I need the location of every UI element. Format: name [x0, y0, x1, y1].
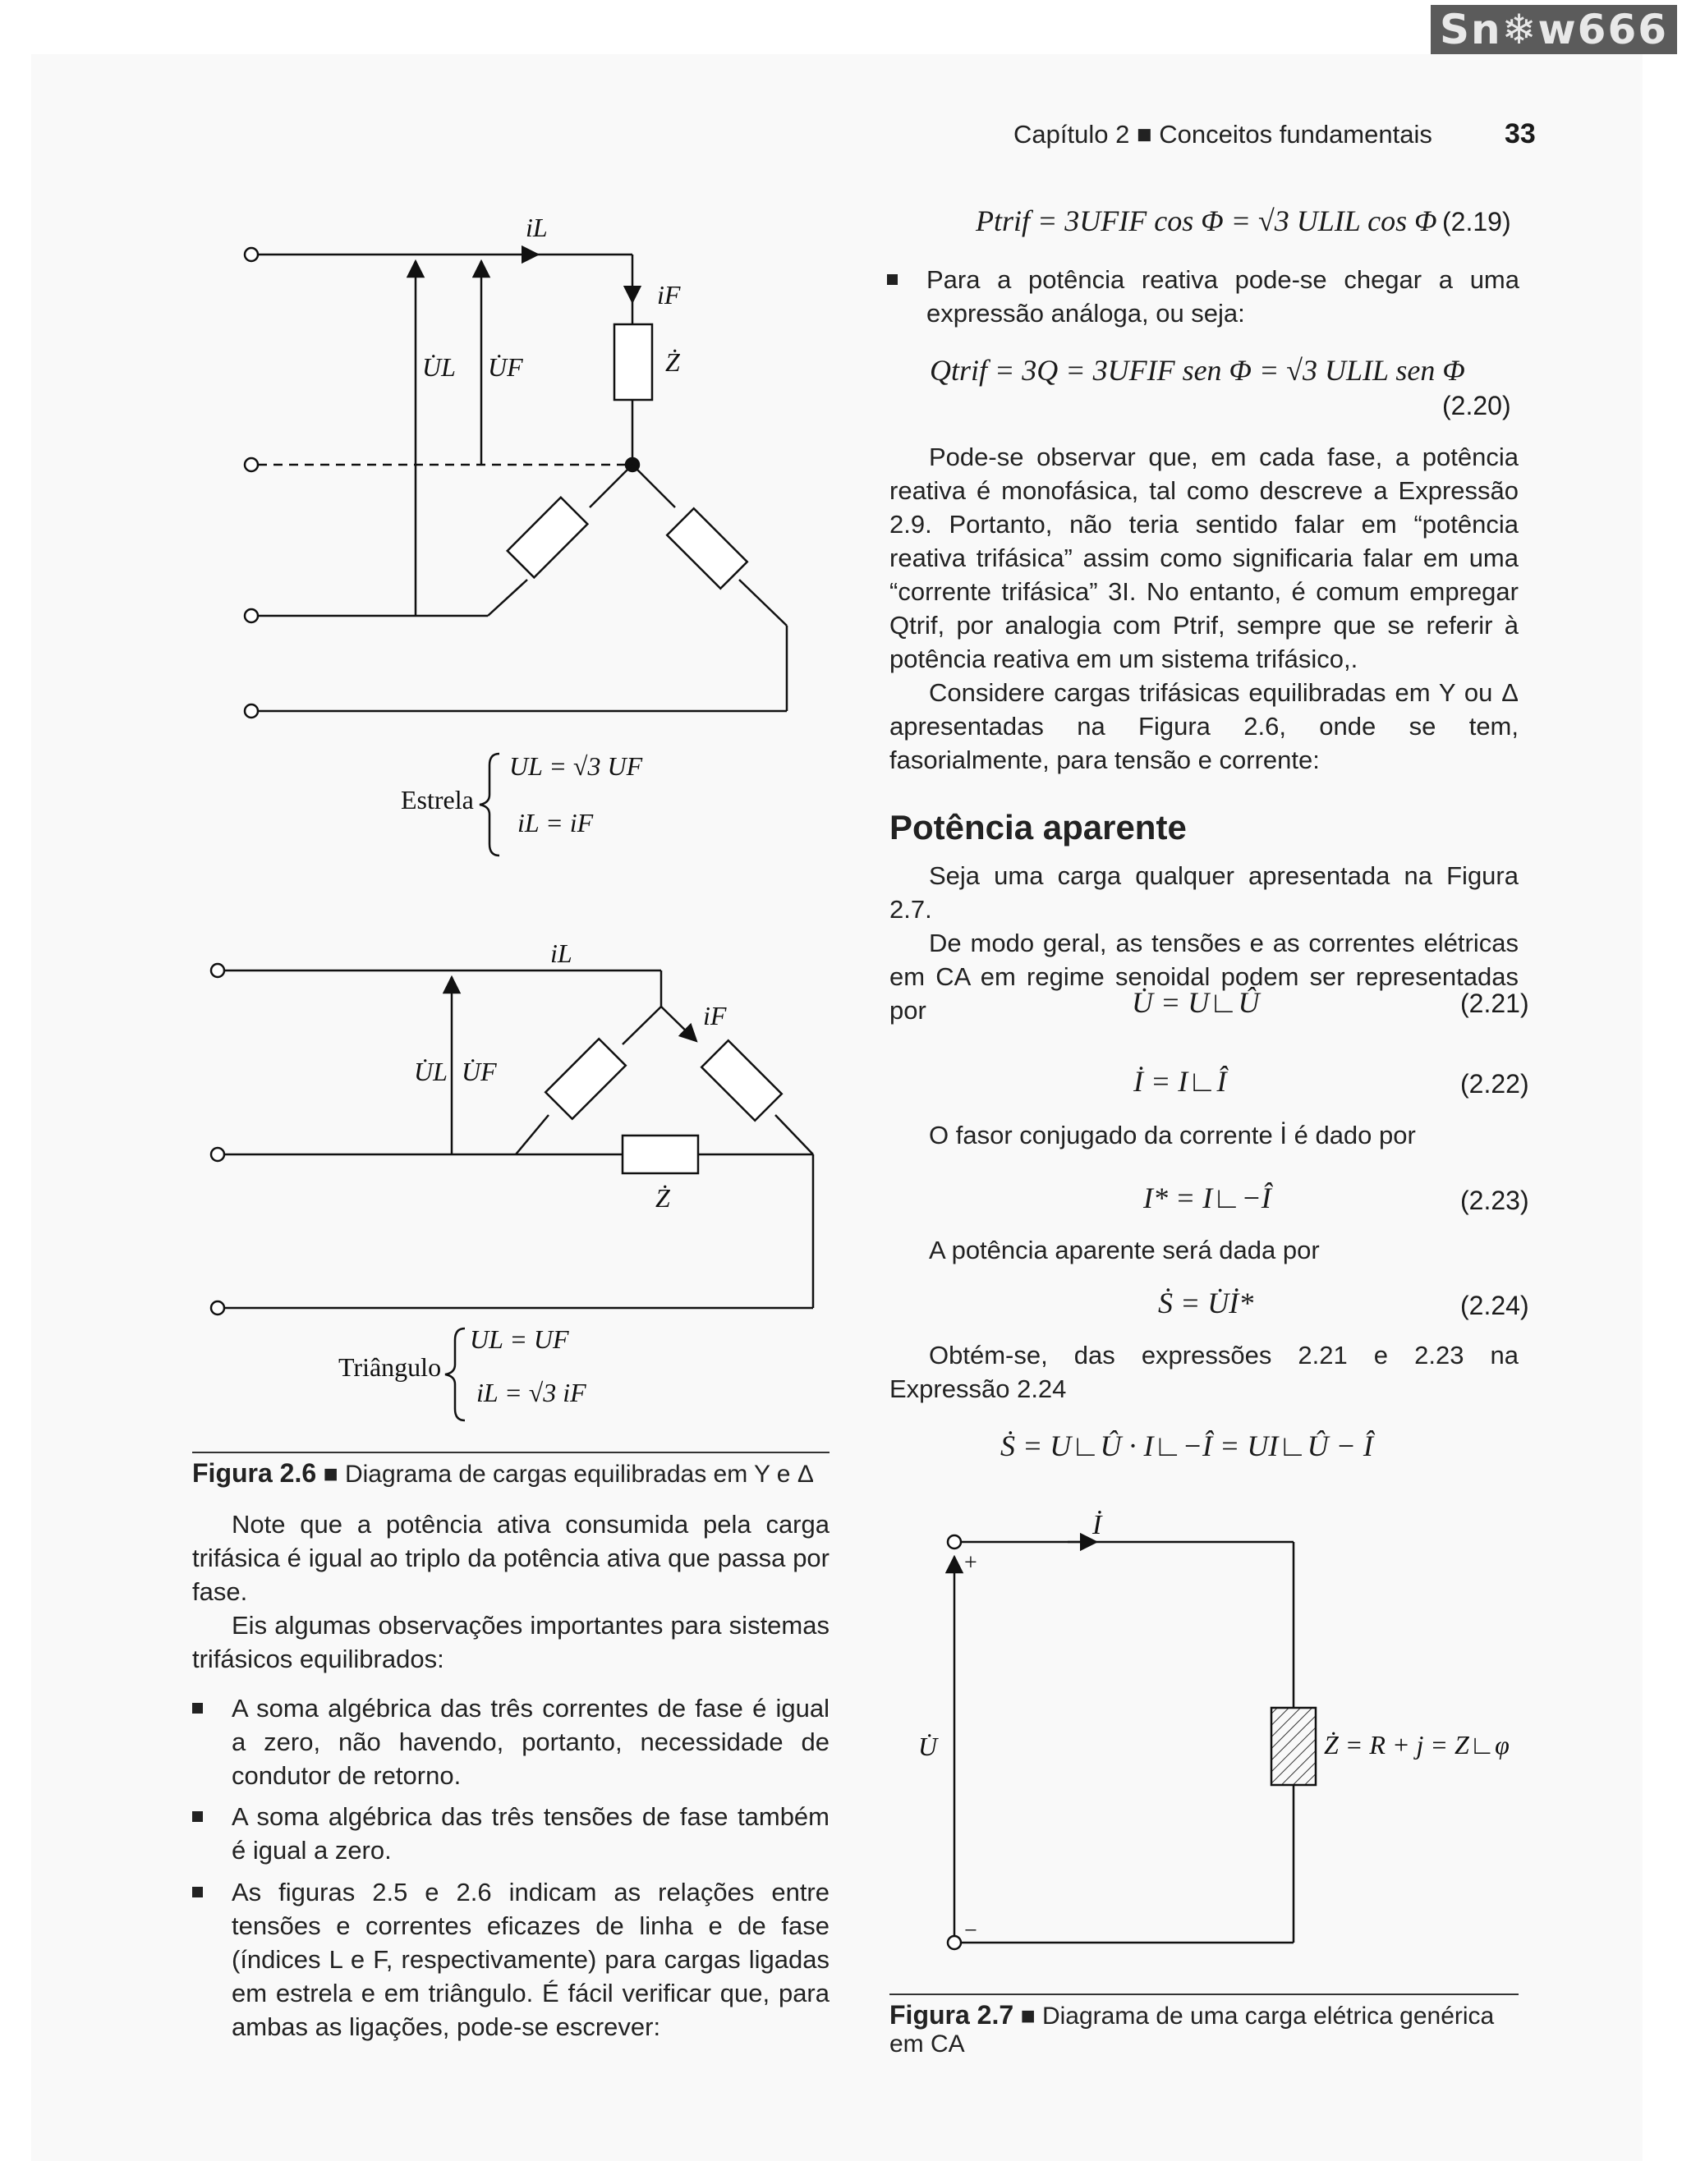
equation-2-24-number: (2.24) [1460, 1291, 1529, 1320]
bullet-marker [192, 1887, 203, 1897]
paragraph-aparente-text: A potência aparente será dada por [929, 1236, 1320, 1264]
star-label-iL: iL [526, 213, 548, 242]
figure-2-6-caption [192, 1458, 814, 1489]
bullet-reactive [926, 263, 1519, 330]
paragraph-obtem-text: Obtém-se, das expressões 2.21 e 2.23 na Expressão 2.24 [889, 1341, 1519, 1403]
star-label-UL: U̇L [422, 352, 456, 382]
paragraph-obtem [889, 1338, 1519, 1406]
equation-2-19-number: (2.19) [1442, 207, 1511, 236]
equation-final: Ṡ = U∟Û · I∟−Î = UI∟Û − Î [1000, 1429, 1373, 1462]
delta-eq1: UL = UF [470, 1324, 569, 1354]
equation-2-23-number: (2.23) [1460, 1186, 1529, 1215]
bullet-text: As figuras 2.5 e 2.6 indicam as relações entre tensões e correntes eficazes de linha e de fase (índices L e F, respectivamente) para cargas ligadas em estrela e em triângulo. É fácil verificar que, para ambas as ligações, pode-se escrever: [232, 1878, 830, 2041]
page-number: 33 [1505, 118, 1536, 149]
figure-2-7-rule [889, 1994, 1519, 1995]
figure-2-6-label: Figura 2.6 [192, 1458, 317, 1488]
terminal-3 [245, 704, 258, 718]
terminal-2 [245, 609, 258, 622]
equation-2-22-number: (2.22) [1460, 1069, 1529, 1099]
generic-load-circuit [948, 1535, 1316, 1949]
star-label-iF: iF [657, 280, 681, 310]
paragraph-considere: Considere cargas trifásicas equilibradas em Y ou Δ apresentadas na Figura 2.6, onde se tem, fasorialmente, para tensão e corrente: [889, 678, 1519, 774]
paragraph-fasor [889, 1118, 1519, 1152]
plus-sign: + [964, 1550, 977, 1576]
equation-2-23: I* = I∟−Î [1143, 1181, 1271, 1214]
delta-name: Triângulo [338, 1352, 442, 1382]
delta-label-Z: Ż [655, 1183, 670, 1213]
terminal-1 [211, 964, 224, 977]
bullet-currents [232, 1691, 830, 1792]
equation-2-20-number: (2.20) [1442, 391, 1511, 420]
star-label-Z: Ż [665, 347, 680, 377]
equation-2-19: Ptrif = 3UFIF cos Φ = √3 ULIL cos Φ [976, 204, 1437, 237]
equation-2-21-number: (2.21) [1460, 989, 1529, 1018]
star-name: Estrela [401, 785, 474, 814]
star-eq2: iL = iF [517, 808, 594, 837]
paragraph-modo: De modo geral, as tensões e as correntes elétricas em CA em regime senoidal podem ser representadas por [889, 929, 1519, 1025]
star-eq1: UL = √3 UF [509, 751, 643, 781]
bullet-text: A soma algébrica das três tensões de fase também é igual a zero. [232, 1802, 830, 1865]
paragraph-aparente [889, 1233, 1519, 1267]
minus-sign: − [964, 1918, 977, 1943]
bullet-figures [232, 1875, 830, 2044]
terminal-plus [948, 1535, 961, 1549]
bullet-voltages [232, 1800, 830, 1867]
paragraph-note: Note que a potência ativa consumida pela carga trifásica é igual ao triplo da potência ativa que passa por fase. [192, 1510, 830, 1606]
star-impedance-top [614, 324, 652, 400]
equation-2-24: Ṡ = U̇İ* [1158, 1287, 1254, 1319]
paragraph-fasor-text: O fasor conjugado da corrente İ é dado por [929, 1121, 1416, 1149]
section-title: Potência aparente [889, 808, 1187, 847]
figure-2-7-label: Figura 2.7 [889, 2000, 1014, 2030]
terminal-neutral [245, 458, 258, 471]
star-circuit [245, 248, 787, 718]
delta-label-UF: U̇F [462, 1057, 497, 1086]
figure-2-7-caption [889, 2000, 1519, 2058]
left-paragraphs [192, 1507, 830, 1676]
equation-2-21: U̇ = U∟Û [1132, 986, 1260, 1019]
star-brace [480, 754, 499, 856]
equation-2-22: İ = I∟Î [1133, 1065, 1227, 1098]
delta-impedance-bottom [623, 1136, 698, 1173]
delta-label-UL: U̇L [414, 1057, 448, 1086]
figure-2-7-text: ■ Diagrama de uma carga elétrica genérica em CA [889, 2003, 1495, 2058]
load-impedance [1271, 1708, 1316, 1785]
terminal-minus [948, 1936, 961, 1949]
equation-2-20: Qtrif = 3Q = 3UFIF sen Φ = √3 ULIL sen Φ [930, 354, 1465, 387]
delta-eq2: iL = √3 iF [476, 1378, 586, 1407]
bullet-marker [192, 1703, 203, 1714]
current-label: İ [1092, 1510, 1102, 1540]
delta-impedance-right [701, 1040, 782, 1121]
terminal-3 [211, 1301, 224, 1315]
bullet-marker [192, 1811, 203, 1822]
watermark-logo: Sn❄w666 [1431, 5, 1677, 54]
paragraph-observe: Pode-se observar que, em cada fase, a potência reativa é monofásica, tal como descreve a Expressão 2.9. Portanto, não teria sentido falar em “potência reativa trifásica” assim como significaria falar em uma “corrente trifásica” 3I. No entanto, é comum empregar Qtrif, por analogia com Ptrif, sempre que se referir à potência reativa em um sistema trifásico,. [889, 443, 1519, 673]
terminal-1 [245, 248, 258, 261]
star-impedance-right [667, 508, 747, 589]
delta-label-iF: iF [703, 1001, 727, 1030]
delta-label-iL: iL [550, 938, 572, 968]
impedance-label: Ż = R + j = Z∟φ [1324, 1730, 1510, 1760]
terminal-2 [211, 1148, 224, 1161]
figure-2-6-text: ■ Diagrama de cargas equilibradas em Y e Δ [323, 1461, 814, 1488]
bullet-text: A soma algébrica das três correntes de fase é igual a zero, não havendo, portanto, necessidade de condutor de retorno. [232, 1694, 830, 1790]
bullet-marker [887, 274, 898, 285]
bullet-text: Para a potência reativa pode-se chegar a uma expressão análoga, ou seja: [926, 265, 1519, 328]
paragraph-observations: Eis algumas observações importantes para sistemas trifásicos equilibrados: [192, 1611, 830, 1673]
right-paragraphs [889, 440, 1519, 777]
voltage-label: U̇ [918, 1732, 938, 1761]
paragraph-seja: Seja uma carga qualquer apresentada na Figura 2.7. [889, 861, 1519, 924]
star-impedance-left [508, 498, 588, 578]
star-label-UF: U̇F [488, 352, 523, 382]
delta-brace [445, 1328, 465, 1420]
chapter-header: Capítulo 2 ■ Conceitos fundamentais [1013, 120, 1432, 149]
delta-impedance-left [545, 1039, 626, 1119]
figure-2-6-rule [192, 1452, 830, 1453]
